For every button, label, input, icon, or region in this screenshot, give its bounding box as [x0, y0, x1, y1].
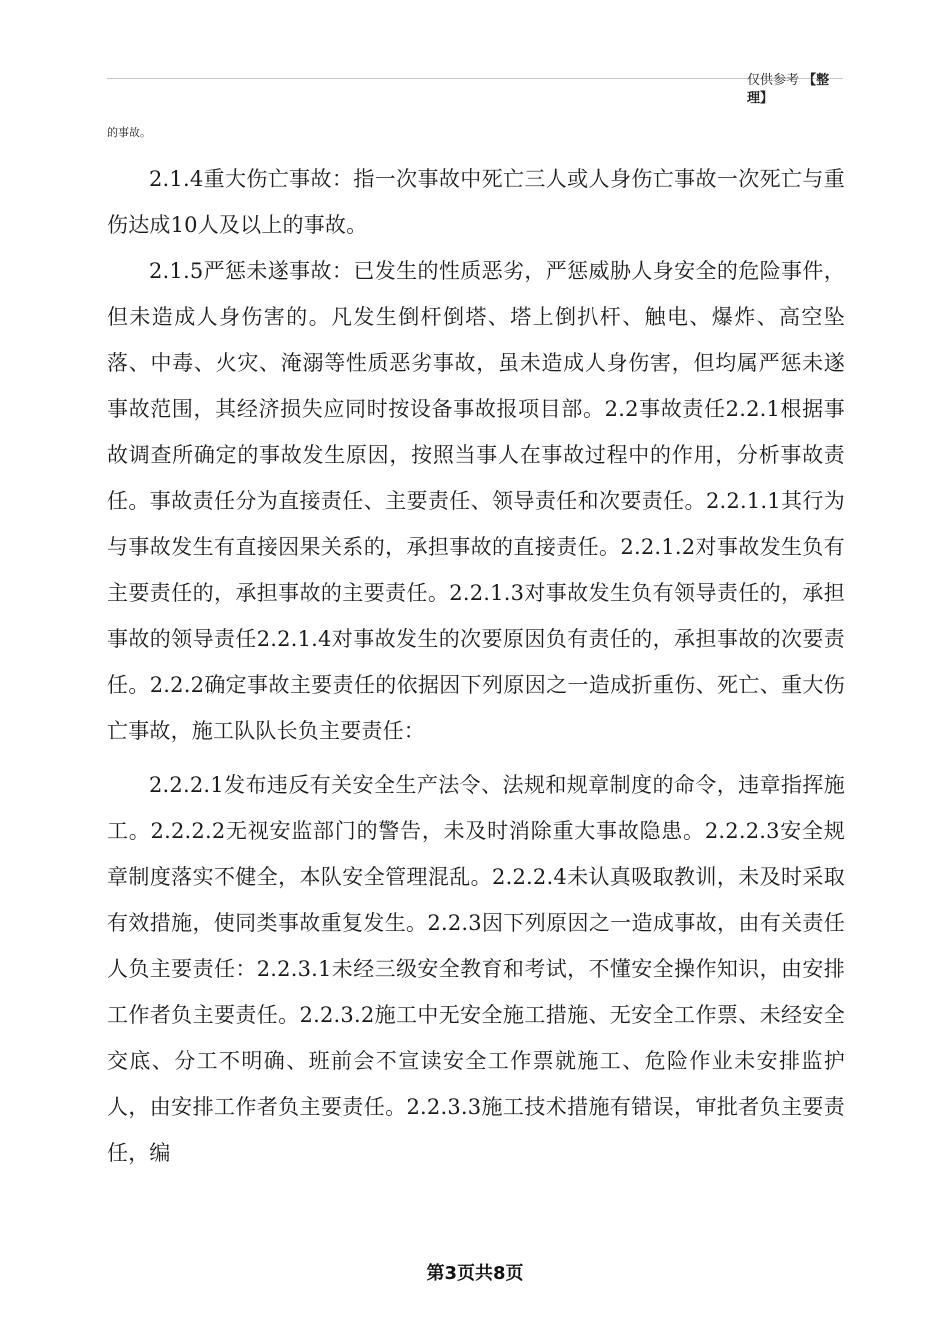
page-number: 第3页共8页 [426, 1263, 524, 1284]
header-bracket-label: 【整理】 [747, 73, 830, 106]
paragraph-2-1-4: 2.1.4重大伤亡事故：指一次事故中死亡三人或人身伤亡事故一次死亡与重伤达成10人及以上的事故。 [107, 167, 845, 237]
paragraph-2-2-2-1: 2.2.2.1发布违反有关安全生产法令、法规和规章制度的命令，违章指挥施工。2.2.2.2无视安监部门的警告，未及时消除重大事故隐患。2.2.2.3安全规章制度落实不健全，本队安全管理混乱。2.2.2.4未认真吸取教训，未及时采取有效措施，使同类事故重复发生。2.2.3因下列原因之一造成事故，由有关责任人负主要责任：2.2.3.1未经三级安全教育和考试，不懂安全操作知识，由安排工作者负主要责任。2.2.3.2施工中无安全施工措施、无安全工作票、未经安全交底、分工不明确、班前会不宣读安全工作票就施工、危险作业未安排监护人，由安排工作者负主要责任。2.2.3.3施工技术措施有错误，审批者负主要责任，编 [107, 773, 845, 1165]
header-note-text: 仅供参考 [747, 73, 800, 88]
header-note [747, 72, 843, 108]
paragraph-2-1-5: 2.1.5严惩未遂事故：已发生的性质恶劣，严惩威胁人身安全的危险事件，但未造成人身伤害的。凡发生倒杆倒塔、塔上倒扒杆、触电、爆炸、高空坠落、中毒、火灾、淹溺等性质恶劣事故，虽未造成人身伤害，但均属严惩未遂事故范围，其经济损失应同时按设备事故报项目部。2.2事故责任2.2.1根据事故调查所确定的事故发生原因，按照当事人在事故过程中的作用，分析事故责任。事故责任分为直接责任、主要责任、领导责任和次要责任。2.2.1.1其行为与事故发生有直接因果关系的，承担事故的直接责任。2.2.1.2对事故发生负有主要责任的，承担事故的主要责任。2.2.1.3对事故发生负有领导责任的，承担事故的领导责任2.2.1.4对事故发生的次要原因负有责任的，承担事故的次要责任。2.2.2确定事故主要责任的依据因下列原因之一造成折重伤、死亡、重大伤亡事故，施工队队长负主要责任： [107, 259, 845, 743]
carryover-text: 的事故。 [107, 126, 151, 139]
header-rule [107, 78, 843, 79]
document-body [107, 156, 845, 1176]
